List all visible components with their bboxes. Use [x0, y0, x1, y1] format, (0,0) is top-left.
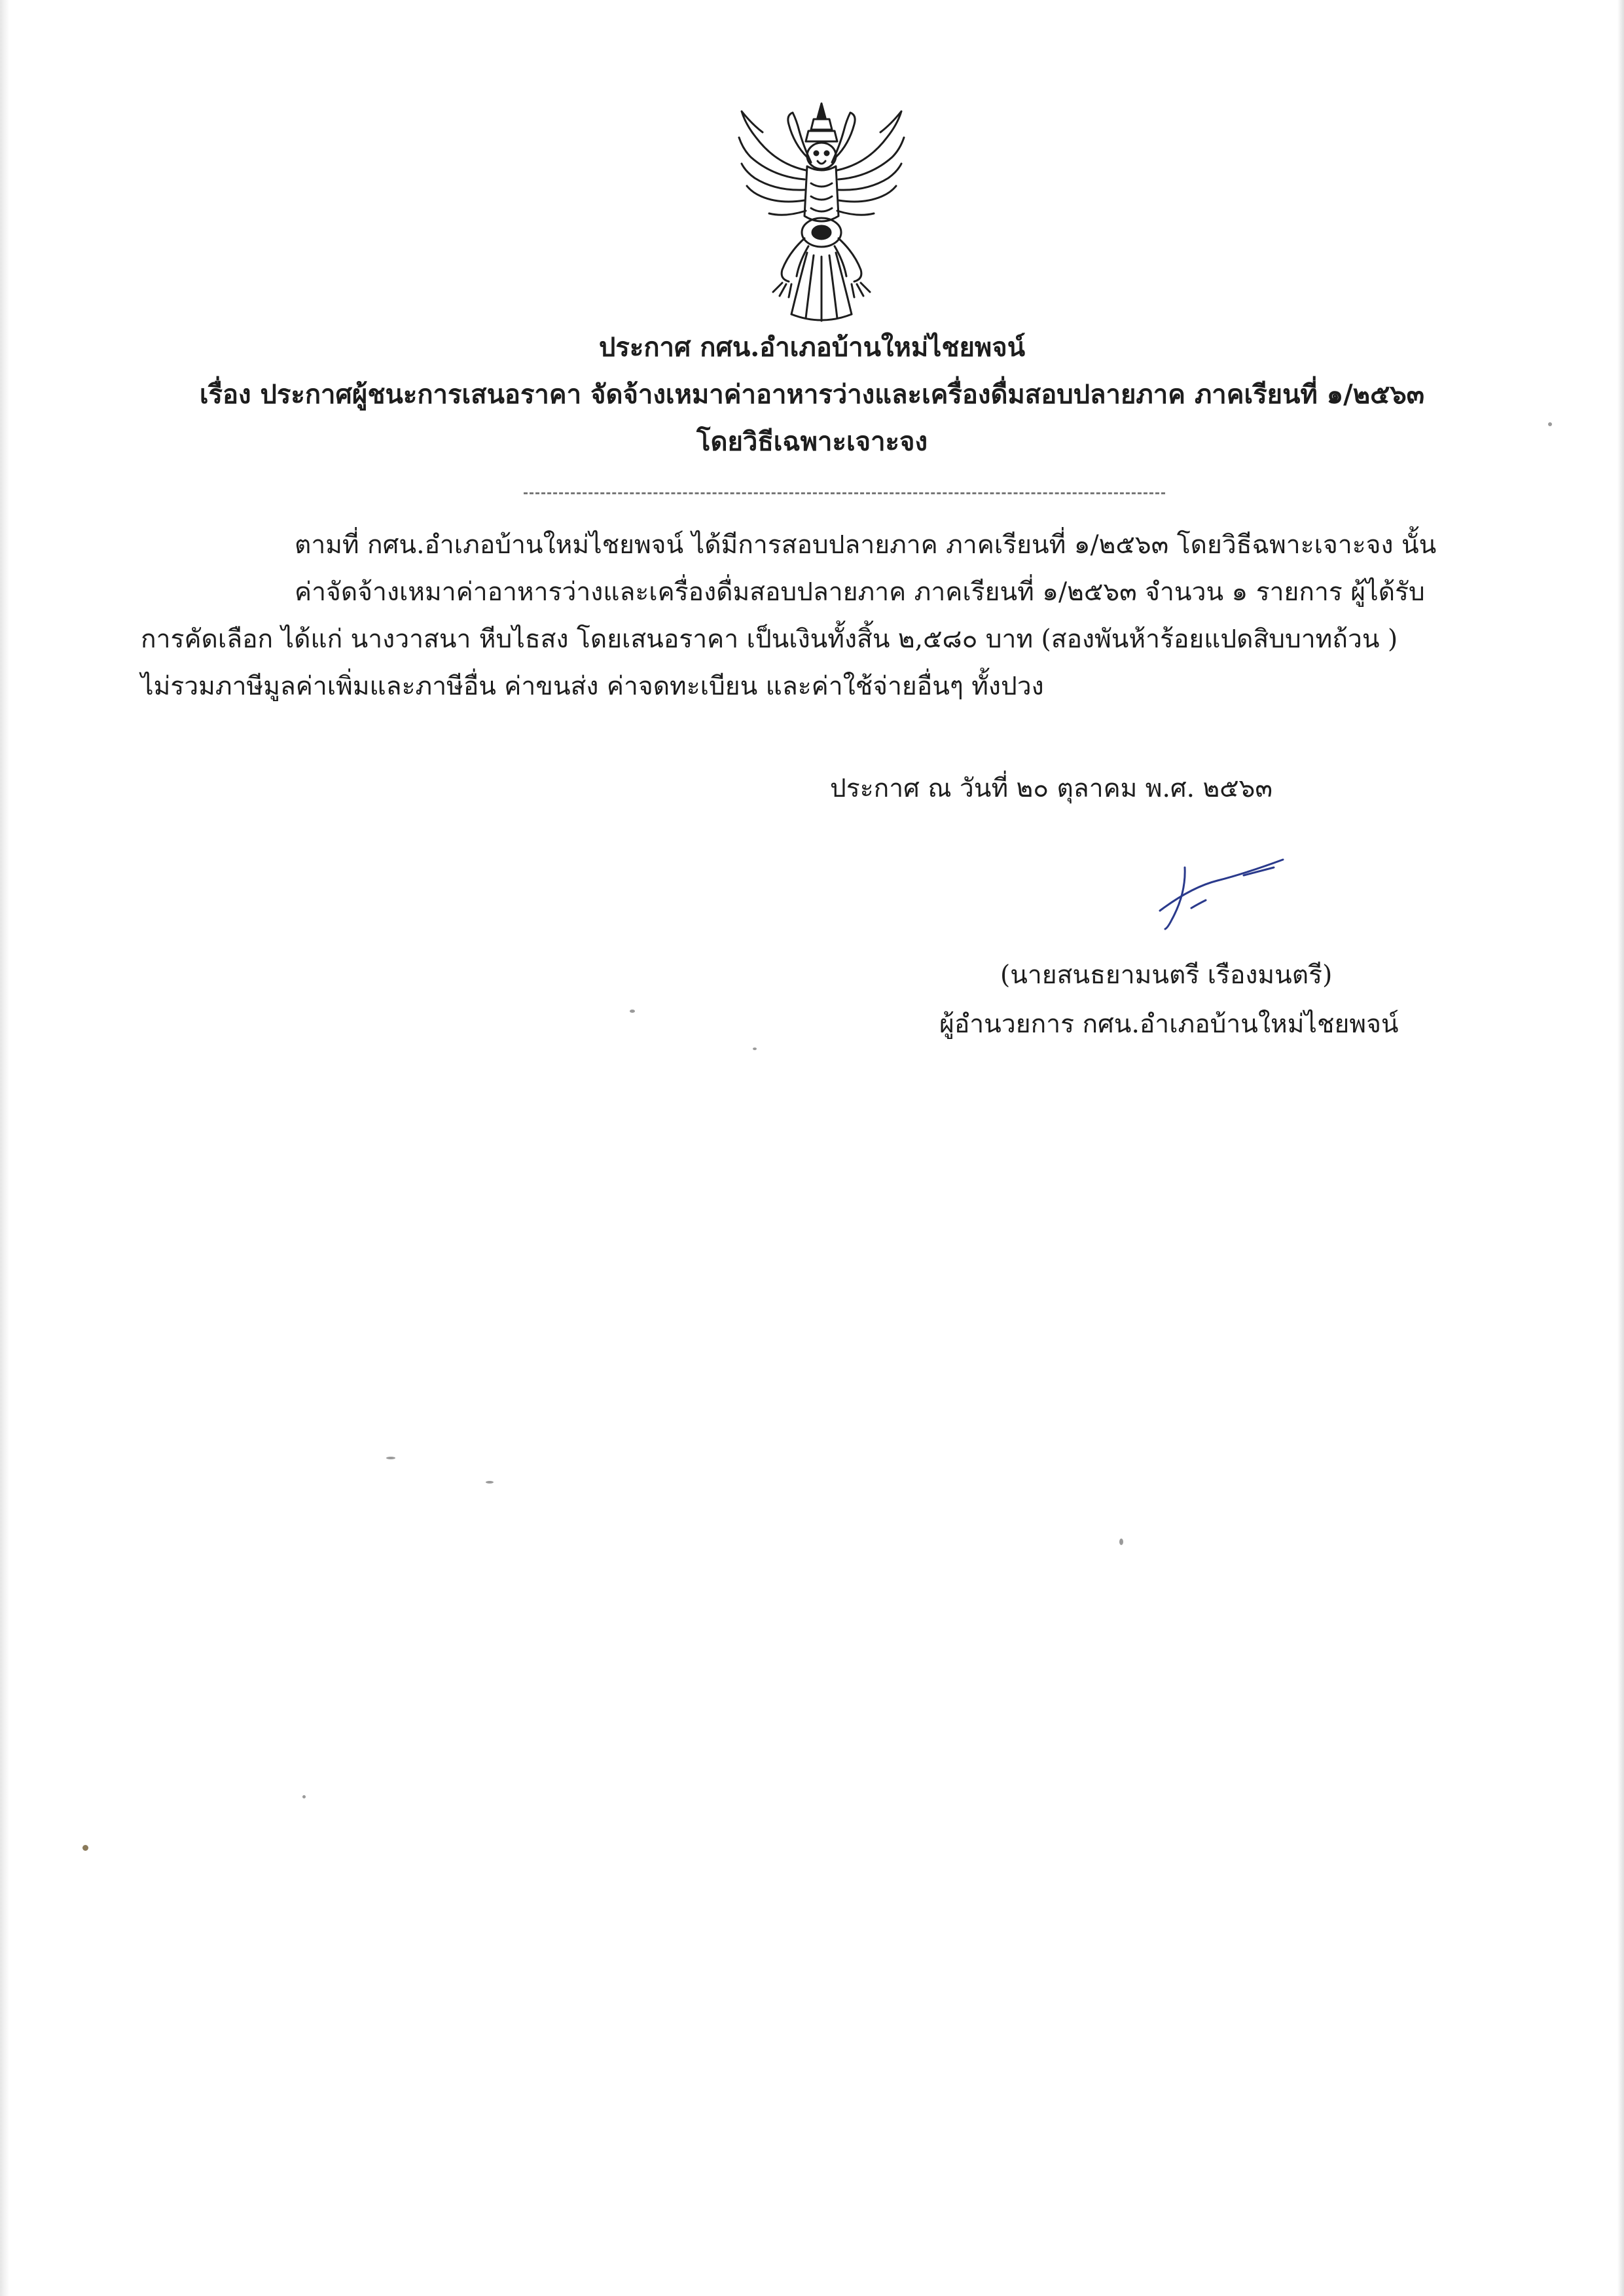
- announcement-subject: เรื่อง ประกาศผู้ชนะการเสนอราคา จัดจ้างเหมาค่าอาหารว่างและเครื่องดื่มสอบปลายภาค ภาคเรียนที่ ๑/๒๕๖๓: [199, 379, 1425, 410]
- scan-speck: [1119, 1539, 1123, 1545]
- announcement-title: ประกาศ กศน.อำเภอบ้านใหม่ไชยพจน์: [598, 332, 1026, 363]
- garuda-emblem-icon: [736, 98, 907, 324]
- announcement-method: โดยวิธีเฉพาะเจาะจง: [696, 426, 928, 457]
- scan-speck: [486, 1481, 494, 1484]
- announcement-date: ประกาศ ณ วันที่ ๒๐ ตุลาคม พ.ศ. ๒๕๖๓: [830, 774, 1273, 803]
- scan-speck: [302, 1795, 306, 1798]
- heading-divider: [524, 492, 1165, 494]
- signer-position: ผู้อำนวยการ กศน.อำเภอบ้านใหม่ไชยพจน์: [939, 1010, 1399, 1039]
- body-paragraph-line: ตามที่ กศน.อำเภอบ้านใหม่ไชยพจน์ ได้มีการสอบปลายภาค ภาคเรียนที่ ๑/๒๕๖๓ โดยวิธีฉพาะเจาะจง นั้น: [295, 530, 1437, 560]
- scan-speck: [82, 1845, 88, 1851]
- scan-speck: [1548, 422, 1552, 426]
- body-paragraph-line: การคัดเลือก ได้แก่ นางวาสนา หีบไธสง โดยเสนอราคา เป็นเงินทั้งสิ้น ๒,๕๘๐ บาท (สองพันห้าร้อยแปดสิบบาทถ้วน ): [141, 625, 1398, 654]
- scan-speck: [630, 1010, 635, 1013]
- signer-name: (นายสนธยามนตรี เรืองมนตรี): [1000, 960, 1333, 990]
- scan-speck: [386, 1457, 395, 1459]
- scan-speck: [753, 1048, 757, 1050]
- body-paragraph-line: ไม่รวมภาษีมูลค่าเพิ่มและภาษีอื่น ค่าขนส่ง ค่าจดทะเบียน และค่าใช้จ่ายอื่นๆ ทั้งปวง: [141, 672, 1044, 701]
- body-paragraph-line: ค่าจัดจ้างเหมาค่าอาหารว่างและเครื่องดื่มสอบปลายภาค ภาคเรียนที่ ๑/๒๕๖๓ จำนวน ๑ รายการ ผู้ได้รับ: [295, 577, 1425, 607]
- handwritten-signature: [1146, 848, 1296, 933]
